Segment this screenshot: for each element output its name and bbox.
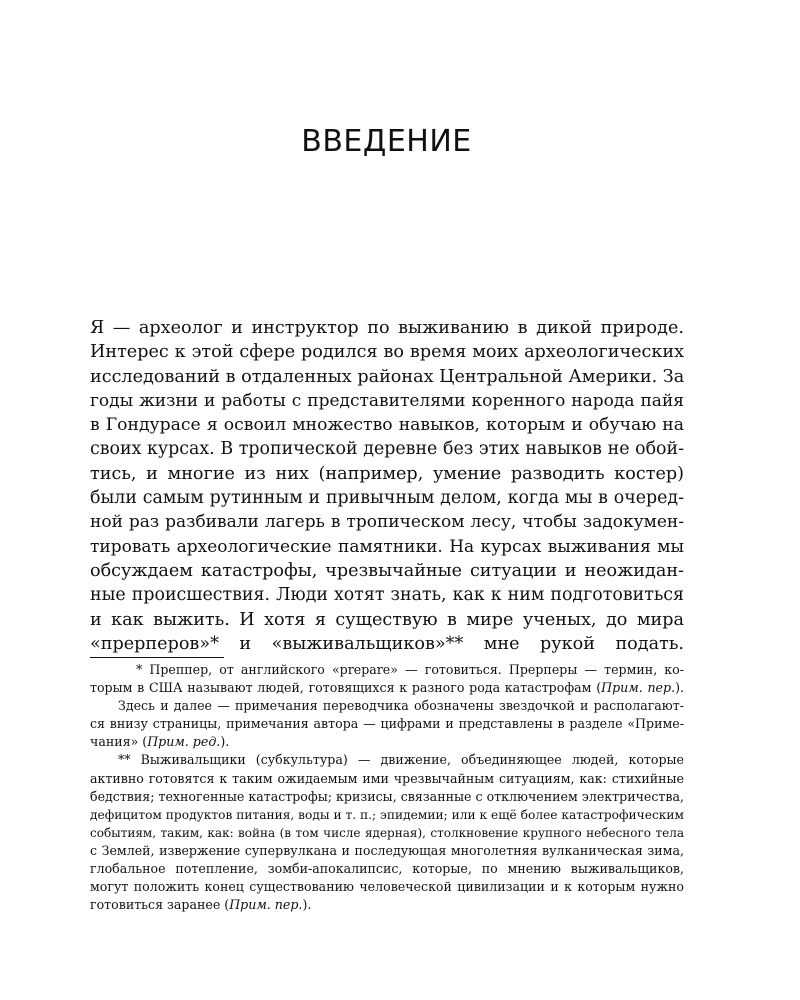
body-line: Интерес к этой сфере родился во время моих археологических [90, 342, 684, 363]
footnote-text: ). [302, 897, 312, 913]
footnote-line: ** Выживальщики (субкультура) — движение, объединяющее людей, которые [118, 752, 684, 768]
body-line: в Гондурасе я освоил множество навыков, которым и обучаю на [90, 415, 684, 436]
body-line: «прepперов»* и «выживальщиков»** мне рукой подать. [90, 633, 684, 654]
footnote-line: дефицитом продуктов питания, воды и т. п.; эпидемии; или к ещё более катастрофическим [90, 807, 684, 822]
footnote-line [90, 679, 684, 697]
body-line: Я — археолог и инструктор по выживанию в дикой природе. [90, 318, 684, 338]
footnote-text: ). [675, 680, 684, 696]
chapter-title: ВВЕДЕНИЕ [301, 124, 472, 159]
footnote-line: могут положить конец существованию человеческой цивилизации и к которым нужно [90, 879, 684, 895]
footnote-line: Здесь и далее — примечания переводчика обозначены звездочкой и располагают- [118, 698, 684, 714]
footnotes-block [90, 661, 684, 914]
footnote-line: глобальное потепление, зомби-апокалипсис, которые, по мнению выживальщиков, [90, 861, 684, 877]
body-line: исследований в отдаленных районах Центральной Америки. За [90, 366, 685, 387]
footnote-line: бедствия; техногенные катастрофы; кризисы, связанные с отключением электричества, [90, 788, 684, 804]
footnote-divider [90, 657, 224, 658]
body-line: тись, и многие из них (например, умение разводить костер) [90, 463, 684, 484]
footnote-text: готовиться заранее ( [90, 897, 230, 913]
footnote-line: ся внизу страницы, примечания автора — цифрами и представлены в разделе «Приме- [90, 716, 684, 732]
body-line: и как выжить. И хотя я существую в мире ученых, до мира [90, 609, 684, 630]
body-line: своих курсах. В тропической деревне без этих навыков не обой- [90, 439, 684, 460]
body-line: тировать археологические памятники. На курсах выживания мы [90, 536, 684, 557]
body-line: обсуждаем катастрофы, чрезвычайные ситуации и неожидан- [90, 560, 684, 581]
body-paragraph [90, 316, 684, 656]
body-line: ной раз разбивали лагерь в тропическом лесу, чтобы задокумен- [90, 512, 684, 533]
footnote-line: с Землей, извержение супервулкана и последующая многолетняя вулканическая зима, [90, 842, 684, 858]
body-line: годы жизни и работы с представителями коренного народа пайя [90, 390, 684, 411]
footnote-line [90, 896, 684, 914]
footnote-note-mark: Прим. пер. [601, 680, 676, 696]
footnote-line: активно готовятся к таким ожидаемым ими чрезвычайным ситуациям, как: стихийные [90, 770, 684, 786]
footnote-note-mark: Прим. пер. [229, 897, 303, 913]
body-line: были самым рутинным и привычным делом, когда мы в очеред- [90, 488, 684, 509]
footnote-text: торым в США называют людей, готовящихся к разного рода катастрофам ( [90, 680, 602, 696]
footnote-line [90, 733, 684, 751]
body-line: ные происшествия. Люди хотят знать, как к ним подготовиться [90, 585, 684, 606]
footnote-text: ). [220, 734, 230, 750]
footnote-line: * Преппер, от английского «prepare» — готовиться. Прepперы — термин, ко- [136, 662, 684, 677]
footnote-line: событиям, таким, как: война (в том числе ядерная), столкновение крупного небесного тела [90, 825, 684, 840]
footnote-note-mark: Прим. ред. [147, 734, 221, 750]
footnote-text: чания» ( [90, 734, 148, 750]
